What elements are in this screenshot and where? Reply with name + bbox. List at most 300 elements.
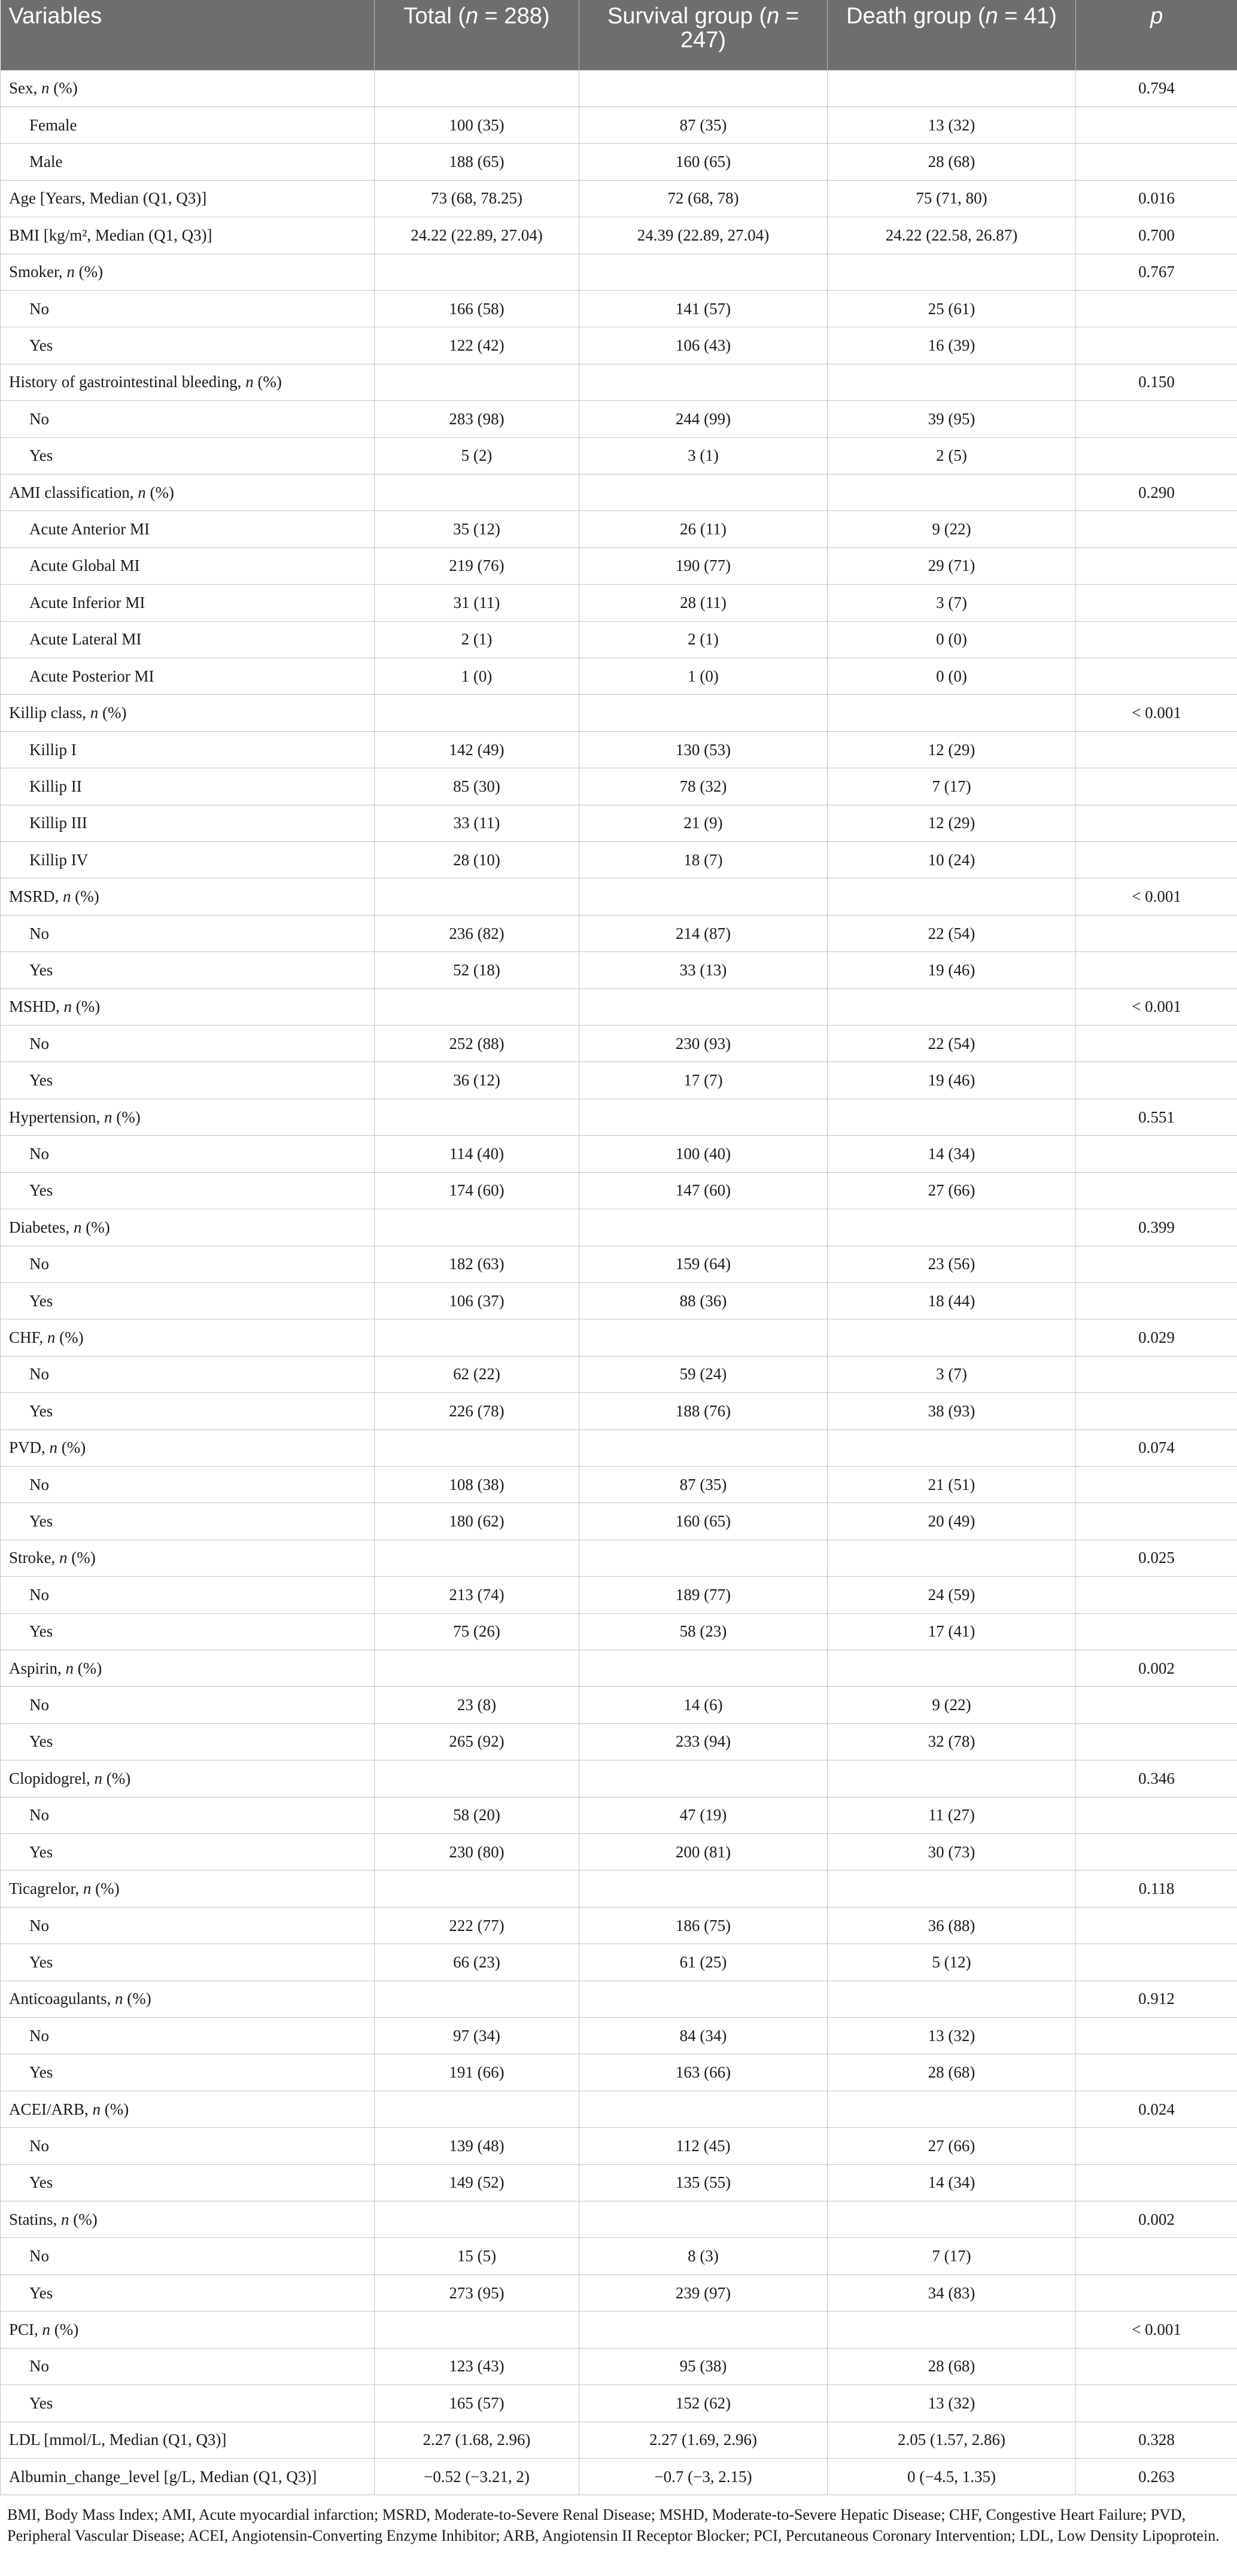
cell-death: 2 (5) (828, 437, 1076, 474)
cell-death: 13 (32) (828, 2018, 1076, 2054)
cell-p-value (1076, 1356, 1237, 1392)
cell-death: 29 (71) (828, 548, 1076, 584)
cell-total: 58 (20) (375, 1797, 579, 1833)
cell-p-value (1076, 585, 1237, 621)
cell-p-value (1076, 144, 1237, 180)
cell-survival (579, 878, 828, 915)
cell-death: 0 (−4.5, 1.35) (828, 2458, 1076, 2495)
cell-p-value (1076, 1687, 1237, 1723)
table-row (1, 1356, 1237, 1392)
row-label: Acute Global MI (1, 548, 375, 584)
cell-p-value (1076, 1834, 1237, 1871)
cell-survival: 2 (1) (579, 621, 828, 658)
cell-death: 5 (12) (828, 1944, 1076, 1981)
cell-death: 16 (39) (828, 327, 1076, 364)
cell-p-value (1076, 107, 1237, 143)
row-label: Killip II (1, 768, 375, 805)
cell-death: 10 (24) (828, 842, 1076, 878)
cell-survival: 3 (1) (579, 437, 828, 474)
row-label: ACEI/ARB, n (%) (1, 2091, 375, 2127)
cell-death: 75 (71, 80) (828, 180, 1076, 217)
cell-death (828, 1871, 1076, 1907)
row-label: No (1, 1246, 375, 1282)
cell-p-value (1076, 548, 1237, 584)
cell-survival: 239 (97) (579, 2274, 828, 2311)
row-label: Yes (1, 2385, 375, 2422)
cell-death: 9 (22) (828, 511, 1076, 548)
row-label: Anticoagulants, n (%) (1, 1981, 375, 2017)
row-label: Acute Posterior MI (1, 658, 375, 695)
table-row (1, 1099, 1237, 1135)
cell-death: 36 (88) (828, 1907, 1076, 1944)
table-row (1, 2385, 1237, 2422)
row-label: MSHD, n (%) (1, 989, 375, 1025)
table-row (1, 1760, 1237, 1797)
cell-total: 31 (11) (375, 585, 579, 621)
cell-total: 66 (23) (375, 1944, 579, 1981)
cell-p-value (1076, 2018, 1237, 2054)
cell-total: 52 (18) (375, 952, 579, 989)
cell-total: 252 (88) (375, 1026, 579, 1062)
cell-survival: 244 (99) (579, 401, 828, 437)
row-label: Age [Years, Median (Q1, Q3)] (1, 180, 375, 217)
table-row (1, 805, 1237, 841)
cell-total: 230 (80) (375, 1834, 579, 1871)
cell-total (375, 2312, 579, 2348)
cell-p-value: 0.150 (1076, 364, 1237, 400)
row-label: Diabetes, n (%) (1, 1209, 375, 1246)
cell-total: 62 (22) (375, 1356, 579, 1392)
cell-death: 14 (34) (828, 2164, 1076, 2201)
cell-total: 180 (62) (375, 1503, 579, 1540)
row-label: Clopidogrel, n (%) (1, 1760, 375, 1797)
cell-survival: 159 (64) (579, 1246, 828, 1282)
cell-death (828, 989, 1076, 1025)
cell-p-value: 0.700 (1076, 217, 1237, 254)
cell-survival: 152 (62) (579, 2385, 828, 2422)
cell-total (375, 1871, 579, 1907)
row-label: Killip class, n (%) (1, 695, 375, 731)
cell-total (375, 1209, 579, 1246)
cell-survival: 230 (93) (579, 1026, 828, 1062)
cell-survival: 17 (7) (579, 1062, 828, 1099)
cell-death: 13 (32) (828, 2385, 1076, 2422)
table-row (1, 511, 1237, 548)
cell-p-value: 0.551 (1076, 1099, 1237, 1135)
cell-total (375, 254, 579, 290)
table-row (1, 2128, 1237, 2164)
cell-death: 28 (68) (828, 144, 1076, 180)
row-label: Yes (1, 2274, 375, 2311)
table-row (1, 2312, 1237, 2348)
cell-death: 19 (46) (828, 1062, 1076, 1099)
row-label: Killip IV (1, 842, 375, 878)
row-label: Yes (1, 1282, 375, 1319)
cell-death (828, 1099, 1076, 1135)
cell-total: 97 (34) (375, 2018, 579, 2054)
cell-p-value: < 0.001 (1076, 2312, 1237, 2348)
table-row (1, 2018, 1237, 2054)
cell-survival: 130 (53) (579, 731, 828, 768)
cell-death: 7 (17) (828, 768, 1076, 805)
row-label: Male (1, 144, 375, 180)
cell-total (375, 1099, 579, 1135)
row-label: CHF, n (%) (1, 1319, 375, 1356)
cell-survival: 14 (6) (579, 1687, 828, 1723)
cell-total: 114 (40) (375, 1136, 579, 1172)
row-label: No (1, 915, 375, 951)
cell-survival: 21 (9) (579, 805, 828, 841)
cell-death (828, 1760, 1076, 1797)
table-row (1, 1062, 1237, 1099)
cell-death: 0 (0) (828, 621, 1076, 658)
cell-p-value: 0.346 (1076, 1760, 1237, 1797)
row-label: Hypertension, n (%) (1, 1099, 375, 1135)
table-row (1, 1723, 1237, 1760)
table-row (1, 107, 1237, 143)
cell-death (828, 364, 1076, 400)
cell-p-value (1076, 915, 1237, 951)
cell-survival: 18 (7) (579, 842, 828, 878)
cell-survival: 1 (0) (579, 658, 828, 695)
cell-death: 13 (32) (828, 107, 1076, 143)
cell-death: 2.05 (1.57, 2.86) (828, 2422, 1076, 2458)
table-row (1, 437, 1237, 474)
cell-survival: 141 (57) (579, 290, 828, 327)
cell-survival: 47 (19) (579, 1797, 828, 1833)
cell-p-value: < 0.001 (1076, 878, 1237, 915)
row-label: MSRD, n (%) (1, 878, 375, 915)
table-row (1, 290, 1237, 327)
table-row (1, 1687, 1237, 1723)
cell-total: 35 (12) (375, 511, 579, 548)
cell-p-value: 0.263 (1076, 2458, 1237, 2495)
cell-p-value: < 0.001 (1076, 989, 1237, 1025)
row-label: History of gastrointestinal bleeding, n (%) (1, 364, 375, 400)
table-row (1, 585, 1237, 621)
table-row (1, 1430, 1237, 1466)
cell-survival: 214 (87) (579, 915, 828, 951)
cell-death: 39 (95) (828, 401, 1076, 437)
cell-p-value (1076, 2128, 1237, 2164)
header-death-group: Death group (n = 41) (828, 0, 1076, 70)
table-row (1, 915, 1237, 951)
cell-total: 188 (65) (375, 144, 579, 180)
cell-death (828, 1650, 1076, 1686)
cell-p-value: 0.328 (1076, 2422, 1237, 2458)
cell-total: 24.22 (22.89, 27.04) (375, 217, 579, 254)
cell-survival (579, 70, 828, 107)
cell-p-value (1076, 621, 1237, 658)
cell-death (828, 1540, 1076, 1576)
cell-total (375, 1981, 579, 2017)
cell-death: 20 (49) (828, 1503, 1076, 1540)
row-label: No (1, 1136, 375, 1172)
row-label: Ticagrelor, n (%) (1, 1871, 375, 1907)
table-row (1, 1871, 1237, 1907)
cell-survival: 147 (60) (579, 1172, 828, 1209)
cell-death: 24 (59) (828, 1577, 1076, 1613)
table-row (1, 548, 1237, 584)
row-label: Yes (1, 1172, 375, 1209)
cell-total: 75 (26) (375, 1613, 579, 1650)
row-label: No (1, 2018, 375, 2054)
row-label: No (1, 1466, 375, 1503)
table-row (1, 1136, 1237, 1172)
cell-survival: 61 (25) (579, 1944, 828, 1981)
cell-total (375, 989, 579, 1025)
cell-survival (579, 2201, 828, 2238)
cell-death (828, 1209, 1076, 1246)
cell-total: 191 (66) (375, 2054, 579, 2091)
cell-survival (579, 2312, 828, 2348)
row-label: No (1, 1577, 375, 1613)
cell-p-value (1076, 658, 1237, 695)
row-label: No (1, 401, 375, 437)
cell-total: 265 (92) (375, 1723, 579, 1760)
table-row (1, 1944, 1237, 1981)
table-row (1, 2091, 1237, 2127)
table-row (1, 474, 1237, 510)
cell-survival (579, 1760, 828, 1797)
table-row (1, 2238, 1237, 2274)
row-label: Yes (1, 1393, 375, 1430)
cell-total: 226 (78) (375, 1393, 579, 1430)
cell-survival: 189 (77) (579, 1577, 828, 1613)
row-label: Aspirin, n (%) (1, 1650, 375, 1686)
table-row (1, 1282, 1237, 1319)
table-row (1, 1797, 1237, 1833)
cell-death (828, 2312, 1076, 2348)
cell-total (375, 1650, 579, 1686)
table-row (1, 2348, 1237, 2385)
cell-total: 149 (52) (375, 2164, 579, 2201)
row-label: Yes (1, 1944, 375, 1981)
row-label: Statins, n (%) (1, 2201, 375, 2238)
table-row (1, 842, 1237, 878)
cell-p-value (1076, 290, 1237, 327)
cell-total (375, 2091, 579, 2127)
header-total: Total (n = 288) (375, 0, 579, 70)
table-row (1, 1907, 1237, 1944)
cell-death: 30 (73) (828, 1834, 1076, 1871)
cell-p-value: 0.912 (1076, 1981, 1237, 2017)
cell-total: 36 (12) (375, 1062, 579, 1099)
cell-survival (579, 254, 828, 290)
row-label: Yes (1, 1503, 375, 1540)
cell-total (375, 1319, 579, 1356)
cell-death (828, 1430, 1076, 1466)
row-label: BMI [kg/m², Median (Q1, Q3)] (1, 217, 375, 254)
cell-p-value: 0.024 (1076, 2091, 1237, 2127)
row-label: No (1, 2348, 375, 2385)
row-label: Yes (1, 2164, 375, 2201)
row-label: PVD, n (%) (1, 1430, 375, 1466)
cell-survival: 200 (81) (579, 1834, 828, 1871)
cell-total (375, 1430, 579, 1466)
cell-death (828, 878, 1076, 915)
row-label: Female (1, 107, 375, 143)
cell-survival: 100 (40) (579, 1136, 828, 1172)
cell-p-value (1076, 768, 1237, 805)
table-row (1, 989, 1237, 1025)
cell-survival: 87 (35) (579, 107, 828, 143)
cell-survival (579, 1319, 828, 1356)
table-row (1, 2274, 1237, 2311)
cell-survival: −0.7 (−3, 2.15) (579, 2458, 828, 2495)
cell-total: 85 (30) (375, 768, 579, 805)
cell-total (375, 2201, 579, 2238)
cell-p-value (1076, 1797, 1237, 1833)
cell-death: 27 (66) (828, 1172, 1076, 1209)
table-row (1, 217, 1237, 254)
cell-death: 21 (51) (828, 1466, 1076, 1503)
cell-p-value (1076, 1062, 1237, 1099)
row-label: No (1, 290, 375, 327)
cell-death: 3 (7) (828, 585, 1076, 621)
cell-survival: 188 (76) (579, 1393, 828, 1430)
cell-total: 174 (60) (375, 1172, 579, 1209)
table-row (1, 1466, 1237, 1503)
cell-death: 24.22 (22.58, 26.87) (828, 217, 1076, 254)
row-label: LDL [mmol/L, Median (Q1, Q3)] (1, 2422, 375, 2458)
cell-death (828, 1319, 1076, 1356)
cell-p-value: 0.074 (1076, 1430, 1237, 1466)
cell-total (375, 364, 579, 400)
cell-death: 17 (41) (828, 1613, 1076, 1650)
row-label: Yes (1, 2054, 375, 2091)
table-row (1, 952, 1237, 989)
row-label: Acute Anterior MI (1, 511, 375, 548)
cell-p-value (1076, 1503, 1237, 1540)
cell-death: 34 (83) (828, 2274, 1076, 2311)
cell-total (375, 70, 579, 107)
cell-total: 222 (77) (375, 1907, 579, 1944)
row-label: Yes (1, 1062, 375, 1099)
cell-p-value (1076, 1944, 1237, 1981)
cell-death: 18 (44) (828, 1282, 1076, 1319)
cell-p-value: 0.016 (1076, 180, 1237, 217)
cell-total: 28 (10) (375, 842, 579, 878)
header-variables: Variables (1, 0, 375, 70)
row-label: No (1, 1907, 375, 1944)
cell-p-value: < 0.001 (1076, 695, 1237, 731)
row-label: Yes (1, 327, 375, 364)
cell-p-value (1076, 2164, 1237, 2201)
cell-survival: 160 (65) (579, 144, 828, 180)
header-survival-group: Survival group (n = 247) (579, 0, 828, 70)
table-row (1, 2164, 1237, 2201)
cell-total (375, 878, 579, 915)
cell-survival: 88 (36) (579, 1282, 828, 1319)
cell-total: 166 (58) (375, 290, 579, 327)
cell-survival: 106 (43) (579, 327, 828, 364)
cell-total: 123 (43) (375, 2348, 579, 2385)
cell-survival: 24.39 (22.89, 27.04) (579, 217, 828, 254)
cell-death: 32 (78) (828, 1723, 1076, 1760)
row-label: PCI, n (%) (1, 2312, 375, 2348)
cell-p-value: 0.025 (1076, 1540, 1237, 1576)
cell-p-value (1076, 511, 1237, 548)
cell-total: 182 (63) (375, 1246, 579, 1282)
table-row (1, 2458, 1237, 2495)
cell-death (828, 474, 1076, 510)
cell-survival (579, 1981, 828, 2017)
cell-p-value (1076, 2348, 1237, 2385)
cell-death: 23 (56) (828, 1246, 1076, 1282)
table-row (1, 731, 1237, 768)
cell-total: 139 (48) (375, 2128, 579, 2164)
cell-total (375, 474, 579, 510)
row-label: Yes (1, 1834, 375, 1871)
cell-p-value: 0.767 (1076, 254, 1237, 290)
cell-survival: 26 (11) (579, 511, 828, 548)
table-body (1, 70, 1237, 2495)
cell-p-value (1076, 1613, 1237, 1650)
table-row (1, 1319, 1237, 1356)
cell-total: 15 (5) (375, 2238, 579, 2274)
cell-death: 7 (17) (828, 2238, 1076, 2274)
row-label: Albumin_change_level [g/L, Median (Q1, Q3)] (1, 2458, 375, 2495)
cell-death: 19 (46) (828, 952, 1076, 989)
table-row (1, 2422, 1237, 2458)
table-row (1, 70, 1237, 107)
cell-p-value (1076, 2238, 1237, 2274)
cell-p-value (1076, 1577, 1237, 1613)
cell-survival (579, 1209, 828, 1246)
cell-p-value: 0.002 (1076, 2201, 1237, 2238)
cell-survival: 84 (34) (579, 2018, 828, 2054)
table-row (1, 1577, 1237, 1613)
table-row (1, 180, 1237, 217)
cell-survival: 160 (65) (579, 1503, 828, 1540)
cell-death: 25 (61) (828, 290, 1076, 327)
cell-survival: 95 (38) (579, 2348, 828, 2385)
cell-death: 28 (68) (828, 2348, 1076, 2385)
table-row (1, 401, 1237, 437)
cell-p-value: 0.794 (1076, 70, 1237, 107)
table-row (1, 768, 1237, 805)
cell-p-value (1076, 2274, 1237, 2311)
cell-death: 27 (66) (828, 2128, 1076, 2164)
cell-survival: 135 (55) (579, 2164, 828, 2201)
table-row (1, 254, 1237, 290)
cell-survival (579, 1430, 828, 1466)
cell-p-value: 0.029 (1076, 1319, 1237, 1356)
cell-p-value (1076, 1723, 1237, 1760)
cell-p-value (1076, 805, 1237, 841)
cell-total (375, 1540, 579, 1576)
header-p-value: p (1150, 4, 1163, 29)
table-row (1, 1393, 1237, 1430)
table-row (1, 144, 1237, 180)
cell-total: 1 (0) (375, 658, 579, 695)
cell-survival (579, 695, 828, 731)
cell-survival: 59 (24) (579, 1356, 828, 1392)
cell-survival (579, 2091, 828, 2127)
cell-total: 236 (82) (375, 915, 579, 951)
cell-total: 2 (1) (375, 621, 579, 658)
cell-survival (579, 474, 828, 510)
cell-p-value (1076, 952, 1237, 989)
cell-p-value: 0.118 (1076, 1871, 1237, 1907)
cell-death: 22 (54) (828, 915, 1076, 951)
row-label: No (1, 1687, 375, 1723)
cell-p-value (1076, 1136, 1237, 1172)
row-label: Sex, n (%) (1, 70, 375, 107)
table-row (1, 327, 1237, 364)
cell-p-value (1076, 842, 1237, 878)
